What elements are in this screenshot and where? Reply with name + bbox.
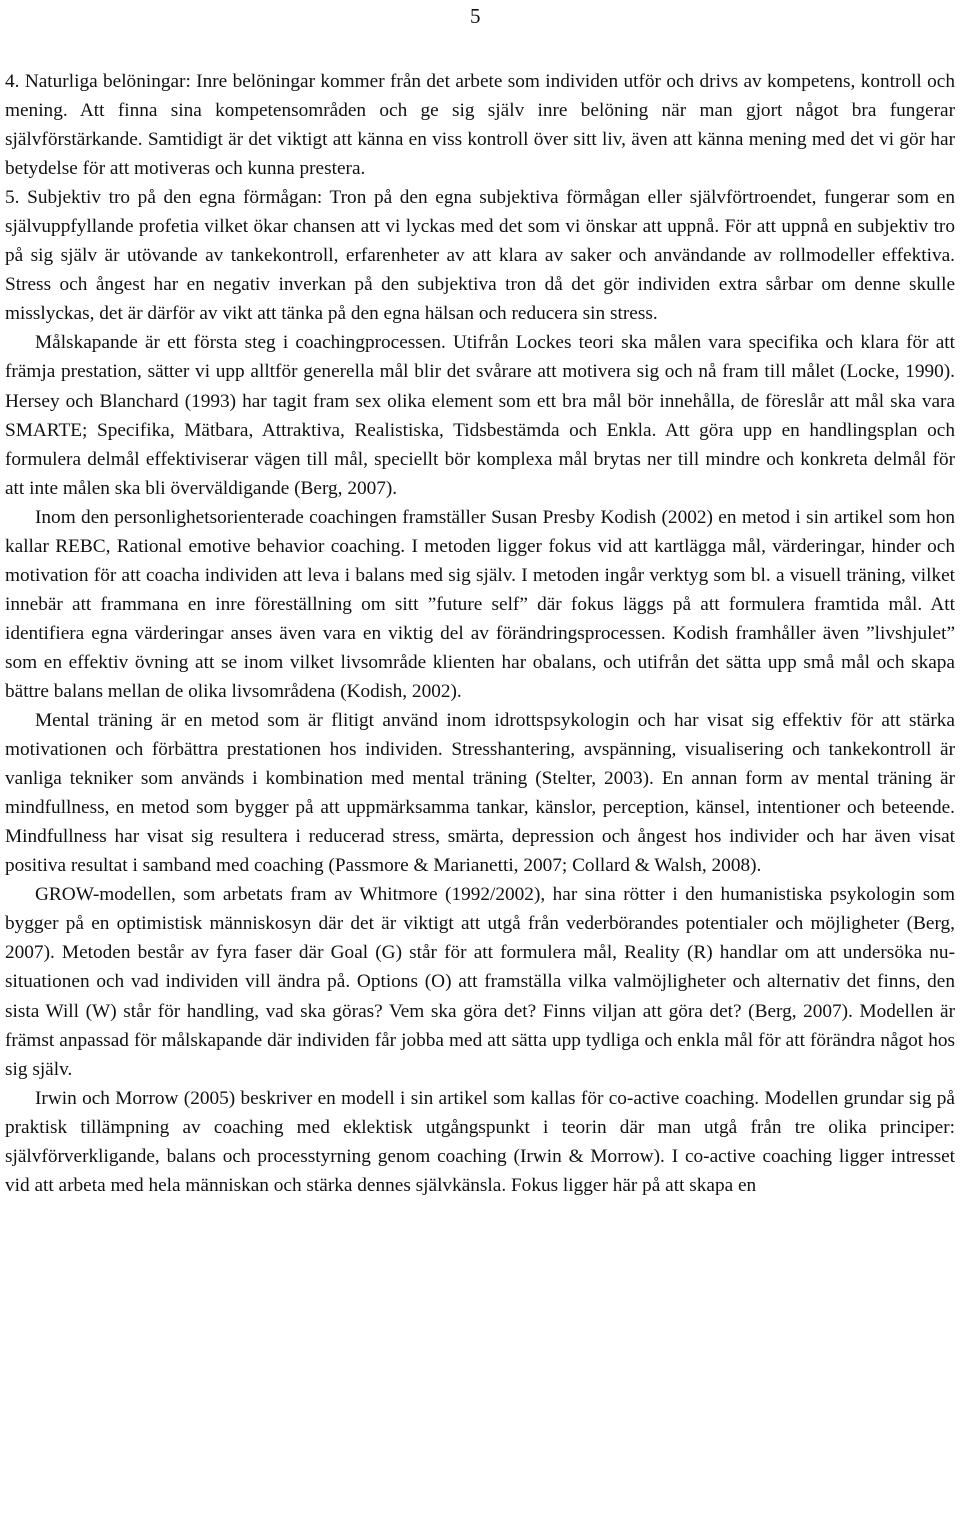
document-body xyxy=(5,67,955,1200)
paragraph-co-active: Irwin och Morrow (2005) beskriver en modell i sin artikel som kallas för co-active coaching. Modellen grundar sig på praktisk tillämpning av coaching med eklektisk utgångspunkt i teorin där man utgå från tre olika principer: självförverkligande, balans och processtyrning genom coaching (Irwin & Morrow). I co-active coaching ligger intresset vid att arbeta med hela människan och stärka dennes självkänsla. Fokus ligger här på att skapa en xyxy=(5,1087,955,1196)
paragraph-goal-setting: Målskapande är ett första steg i coachingprocessen. Utifrån Lockes teori ska målen vara specifika och klara för att främja prestation, sätter vi upp alltför generella mål blir det svårare att motivera sig och nå fram till målet (Locke, 1990). Hersey och Blanchard (1993) har tagit fram sex olika element som ett bra mål bör innehålla, de föreslår att mål ska vara SMARTE; Specifika, Mätbara, Attraktiva, Realistiska, Tidsbestämda och Enkla. Att göra upp en handlingsplan och formulera delmål effektiviserar vägen till mål, speciellt bör komplexa mål brytas ner till mindre och konkreta delmål för att inte målen ska bli överväldigande (Berg, 2007). xyxy=(5,332,955,499)
paragraph-item-5: 5. Subjektiv tro på den egna förmågan: Tron på den egna subjektiva förmågan eller självförtroendet, fungerar som en självuppfyllande profetia vilket ökar chansen att vi lyckas med det som vi önskar att uppnå. För att uppnå en subjektiv tro på sig själv är utövande av tankekontroll, erfarenheter av att klara av saker och användande av rollmodeller effektiva. Stress och ångest har en negativ inverkan på den subjektiva tron då det gör individen extra sårbar om denne skulle misslyckas, det är därför av vikt att tänka på den egna hälsan och reducera sin stress. xyxy=(5,187,955,325)
paragraph-item-4: 4. Naturliga belöningar: Inre belöningar kommer från det arbete som individen utför och drivs av kompetens, kontroll och mening. Att finna sina kompetensområden och ge sig själv inre belöning när man gjort något bra fungerar självförstärkande. Samtidigt är det viktigt att känna en viss kontroll över sitt liv, även att känna mening med det vi gör har betydelse för att motiveras och kunna prestera. xyxy=(5,71,955,180)
paragraph-grow-model: GROW-modellen, som arbetats fram av Whitmore (1992/2002), har sina rötter i den humanistiska psykologin som bygger på en optimistisk människosyn där det är viktigt att utgå från vederbörandes potentialer och möjligheter (Berg, 2007). Metoden består av fyra faser där Goal (G) står för att formulera mål, Reality (R) handlar om att undersöka nu-situationen och vad individen vill ändra på. Options (O) att framställa vilka valmöjligheter och alternativ det finns, den sista Will (W) står för handling, vad ska göras? Vem ska göra det? Finns viljan att göra det? (Berg, 2007). Modellen är främst anpassad för målskapande där individen får jobba med att sätta upp tydliga och enkla mål för att förändra något hos sig själv. xyxy=(5,884,955,1080)
paragraph-rebc: Inom den personlighetsorienterade coachingen framställer Susan Presby Kodish (2002) en metod i sin artikel som hon kallar REBC, Rational emotive behavior coaching. I metoden ligger fokus vid att kartlägga mål, värderingar, hinder och motivation för att coacha individen att leva i balans med sig själv. I metoden ingår verktyg som bl. a visuell träning, vilket innebär att frammana en inre föreställning om sitt ”future self” där fokus läggs på att formulera framtida mål. Att identifiera egna värderingar anses även vara en viktig del av förändringsprocessen. Kodish framhåller även ”livshjulet” som en effektiv övning att se inom vilket livsområde klienten har obalans, och utifrån det sätta upp små mål och skapa bättre balans mellan de olika livsområdena (Kodish, 2002). xyxy=(5,506,955,702)
page-number: 5 xyxy=(470,4,481,28)
paragraph-mental-training: Mental träning är en metod som är flitigt använd inom idrottspsykologin och har visat sig effektiv för att stärka motivationen och förbättra prestationen hos individen. Stresshantering, avspänning, visualisering och tankekontroll är vanliga tekniker som används i kombination med mental träning (Stelter, 2003). En annan form av mental träning är mindfullness, en metod som bygger på att uppmärksamma tankar, känslor, perception, känsel, intentioner och beteende. Mindfullness har visat sig resultera i reducerad stress, smärta, depression och ångest hos individer och har även visat positiva resultat i samband med coaching (Passmore & Marianetti, 2007; Collard & Walsh, 2008). xyxy=(5,710,955,877)
